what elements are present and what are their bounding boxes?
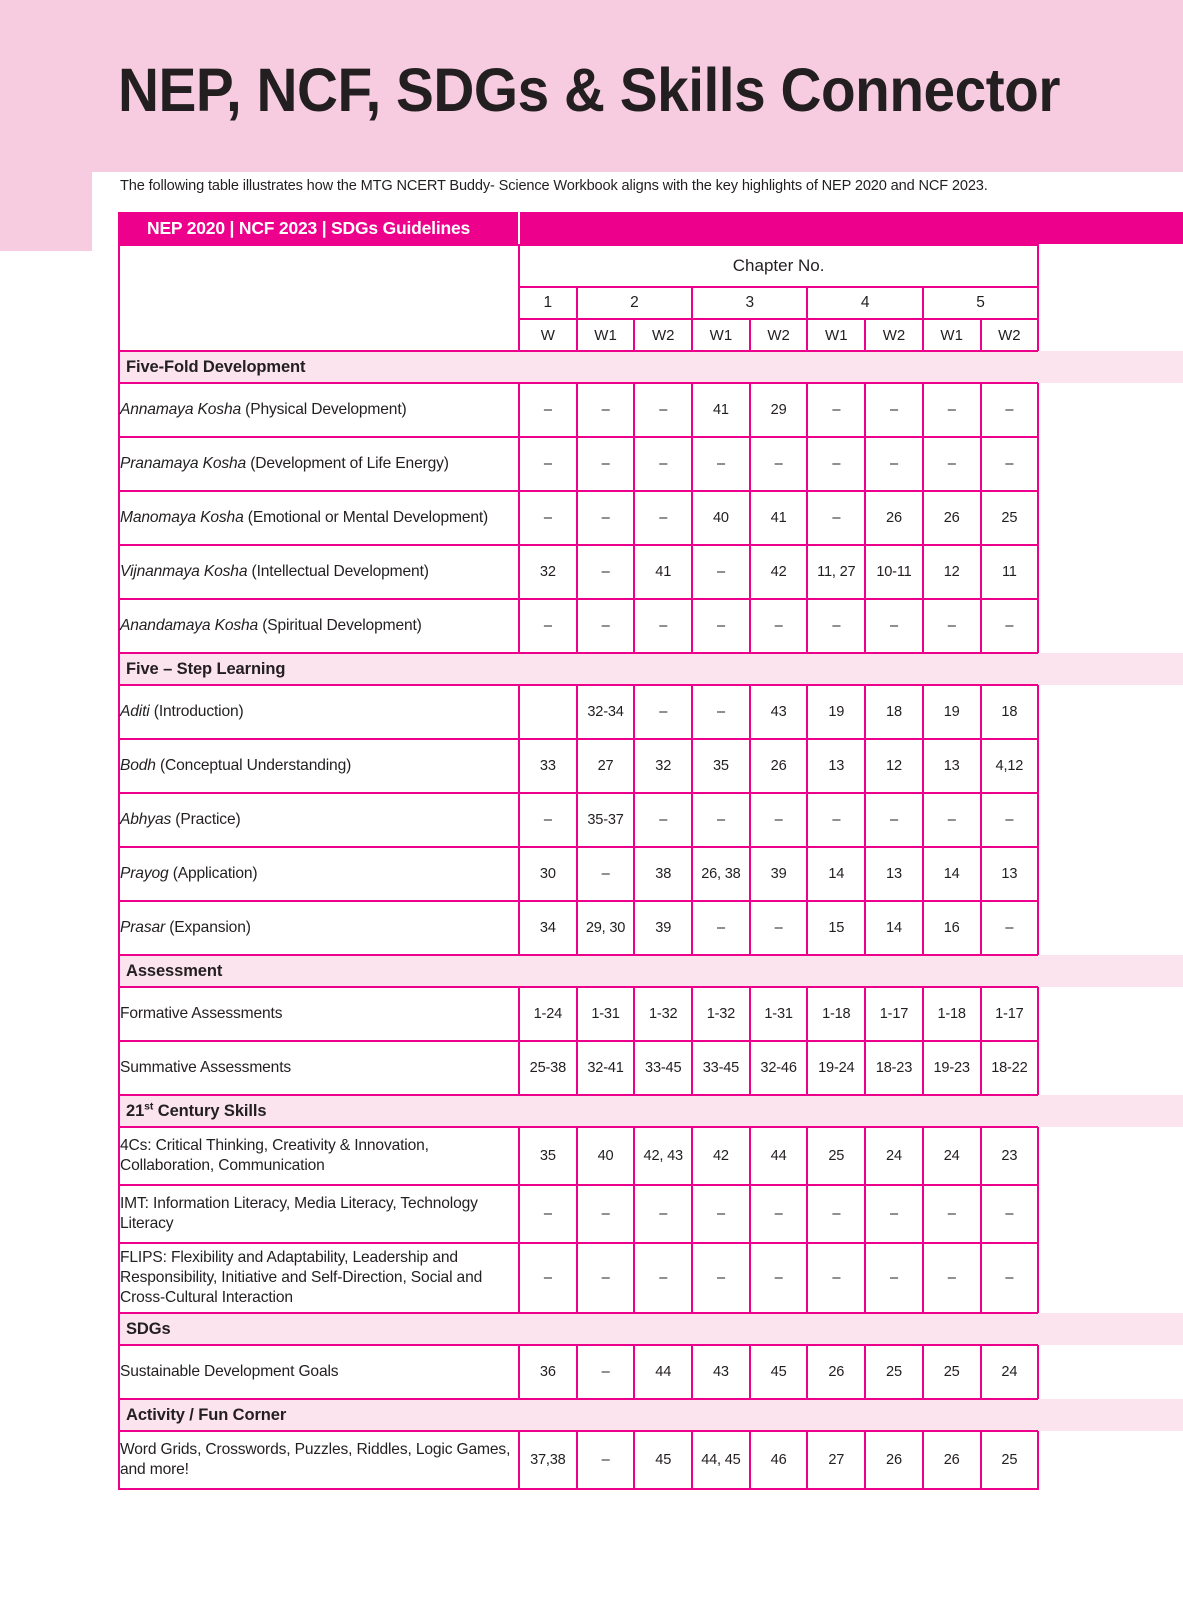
table-row — [119, 437, 1038, 491]
data-cell: – — [692, 599, 750, 653]
data-cell: 32-46 — [750, 1041, 808, 1095]
data-cell: – — [692, 437, 750, 491]
data-cell: – — [634, 685, 692, 739]
data-cell: 19 — [807, 685, 865, 739]
data-cell: 29, 30 — [577, 901, 635, 955]
section-band-extension — [1038, 351, 1183, 383]
data-cell: 44 — [750, 1127, 808, 1185]
data-cell: 19 — [923, 685, 981, 739]
section-title: SDGs — [119, 1313, 1038, 1345]
data-cell: 19-23 — [923, 1041, 981, 1095]
data-cell: – — [807, 437, 865, 491]
data-cell: – — [923, 437, 981, 491]
data-cell: 1-18 — [923, 987, 981, 1041]
row-label-term: Bodh — [120, 757, 156, 775]
section-header-row — [119, 1313, 1038, 1345]
row-label: Prayog (Application) — [119, 847, 519, 901]
data-cell: 32-41 — [577, 1041, 635, 1095]
data-cell: 32 — [634, 739, 692, 793]
data-cell: 46 — [750, 1431, 808, 1489]
data-cell: 27 — [807, 1431, 865, 1489]
data-cell: – — [519, 793, 577, 847]
header-week-6: W2 — [865, 319, 923, 351]
page-title: NEP, NCF, SDGs & Skills Connector — [118, 56, 1060, 124]
table-row — [119, 847, 1038, 901]
data-cell: – — [634, 1243, 692, 1313]
data-cell: 18 — [865, 685, 923, 739]
table-row — [119, 1431, 1038, 1489]
data-cell: 26 — [923, 491, 981, 545]
header-chapter-no: Chapter No. — [519, 245, 1038, 287]
data-cell: – — [519, 599, 577, 653]
data-cell: – — [923, 599, 981, 653]
data-cell: 30 — [519, 847, 577, 901]
section-band-extension — [1038, 1313, 1183, 1345]
table-row — [119, 491, 1038, 545]
data-cell: – — [577, 491, 635, 545]
data-cell: 12 — [923, 545, 981, 599]
data-cell: 35 — [519, 1127, 577, 1185]
data-cell: 23 — [981, 1127, 1039, 1185]
data-cell: 26 — [750, 739, 808, 793]
data-cell: – — [634, 437, 692, 491]
data-cell: 25 — [981, 1431, 1039, 1489]
data-cell: 15 — [807, 901, 865, 955]
data-cell: – — [519, 383, 577, 437]
data-cell: – — [981, 383, 1039, 437]
data-cell: 26, 38 — [692, 847, 750, 901]
data-cell: – — [634, 491, 692, 545]
data-cell: 32-34 — [577, 685, 635, 739]
table-row — [119, 793, 1038, 847]
table-row — [119, 599, 1038, 653]
data-cell: – — [923, 383, 981, 437]
section-title: 21st Century Skills — [119, 1095, 1038, 1127]
row-label: Vijnanmaya Kosha (Intellectual Development) — [119, 545, 519, 599]
table-row — [119, 1243, 1038, 1313]
data-cell: – — [577, 599, 635, 653]
table-head — [119, 245, 1038, 351]
data-cell: – — [750, 901, 808, 955]
data-cell: 39 — [634, 901, 692, 955]
table-row — [119, 1041, 1038, 1095]
row-label-term: Abhyas — [120, 811, 172, 829]
data-cell: 10-11 — [865, 545, 923, 599]
data-cell: 18 — [981, 685, 1039, 739]
data-cell: 43 — [750, 685, 808, 739]
section-title: Five – Step Learning — [119, 653, 1038, 685]
data-cell: – — [923, 1243, 981, 1313]
data-cell: 33-45 — [692, 1041, 750, 1095]
data-cell: 44 — [634, 1345, 692, 1399]
header-week-8: W2 — [981, 319, 1039, 351]
section-band-extension — [1038, 1399, 1183, 1431]
data-cell: – — [577, 383, 635, 437]
data-cell: – — [692, 685, 750, 739]
data-cell: – — [692, 901, 750, 955]
data-cell: – — [519, 437, 577, 491]
header-pink-band-left — [0, 172, 92, 251]
section-title: Activity / Fun Corner — [119, 1399, 1038, 1431]
data-cell: 14 — [807, 847, 865, 901]
data-cell: 24 — [981, 1345, 1039, 1399]
data-cell: 12 — [865, 739, 923, 793]
data-cell: 1-18 — [807, 987, 865, 1041]
header-week-4: W2 — [750, 319, 808, 351]
section-header-row — [119, 1399, 1038, 1431]
data-cell: 29 — [750, 383, 808, 437]
section-band-extension — [1038, 1095, 1183, 1127]
data-cell: 24 — [865, 1127, 923, 1185]
data-cell: – — [923, 1185, 981, 1243]
data-cell: 1-17 — [865, 987, 923, 1041]
data-cell: 16 — [923, 901, 981, 955]
header-corner-blank — [119, 245, 519, 351]
data-cell: 39 — [750, 847, 808, 901]
header-week-0: W — [519, 319, 577, 351]
data-cell: – — [981, 599, 1039, 653]
row-label: Manomaya Kosha (Emotional or Mental Development) — [119, 491, 519, 545]
data-cell: 25 — [981, 491, 1039, 545]
data-cell: 25-38 — [519, 1041, 577, 1095]
table-row — [119, 1345, 1038, 1399]
data-cell: – — [634, 1185, 692, 1243]
header-chapter-5: 5 — [923, 287, 1038, 319]
data-cell: 11, 27 — [807, 545, 865, 599]
data-cell: – — [807, 793, 865, 847]
data-cell: 35-37 — [577, 793, 635, 847]
data-cell: 18-22 — [981, 1041, 1039, 1095]
data-cell: 14 — [923, 847, 981, 901]
data-cell: – — [865, 437, 923, 491]
header-week-2: W2 — [634, 319, 692, 351]
data-cell: 26 — [865, 491, 923, 545]
section-header-row — [119, 653, 1038, 685]
table-row — [119, 987, 1038, 1041]
header-chapter-4: 4 — [807, 287, 922, 319]
data-cell: 33-45 — [634, 1041, 692, 1095]
data-cell: – — [634, 599, 692, 653]
row-label: Sustainable Development Goals — [119, 1345, 519, 1399]
header-week-5: W1 — [807, 319, 865, 351]
row-label-term: Vijnanmaya Kosha — [120, 563, 248, 581]
data-cell: – — [692, 1243, 750, 1313]
data-cell: 26 — [807, 1345, 865, 1399]
data-cell: 42, 43 — [634, 1127, 692, 1185]
data-cell: – — [577, 847, 635, 901]
data-cell: – — [807, 1185, 865, 1243]
data-cell: – — [577, 1243, 635, 1313]
section-header-row — [119, 351, 1038, 383]
data-cell: 13 — [865, 847, 923, 901]
data-cell: – — [981, 1185, 1039, 1243]
header-chapter-3: 3 — [692, 287, 807, 319]
table-row — [119, 383, 1038, 437]
data-cell: – — [634, 793, 692, 847]
data-cell: 11 — [981, 545, 1039, 599]
guidelines-label: NEP 2020 | NCF 2023 | SDGs Guidelines — [147, 218, 471, 238]
data-cell: 37,38 — [519, 1431, 577, 1489]
row-label-term: Aditi — [120, 703, 150, 721]
row-label: Prasar (Expansion) — [119, 901, 519, 955]
table-row — [119, 545, 1038, 599]
row-label: Aditi (Introduction) — [119, 685, 519, 739]
data-cell: – — [923, 793, 981, 847]
ordinal-superscript: st — [144, 1100, 154, 1112]
data-cell: 13 — [923, 739, 981, 793]
data-cell: 42 — [692, 1127, 750, 1185]
data-cell: 1-24 — [519, 987, 577, 1041]
data-cell: 1-17 — [981, 987, 1039, 1041]
data-cell: – — [981, 437, 1039, 491]
data-cell: – — [577, 545, 635, 599]
table-row — [119, 685, 1038, 739]
row-label: Word Grids, Crosswords, Puzzles, Riddles, Logic Games, and more! — [119, 1431, 519, 1489]
data-cell: 1-32 — [634, 987, 692, 1041]
section-title: Five-Fold Development — [119, 351, 1038, 383]
data-cell: 42 — [750, 545, 808, 599]
row-label: Pranamaya Kosha (Development of Life Energy) — [119, 437, 519, 491]
row-label-term: Prayog — [120, 865, 169, 883]
row-label: Abhyas (Practice) — [119, 793, 519, 847]
data-cell: 1-31 — [577, 987, 635, 1041]
section-header-row — [119, 955, 1038, 987]
data-cell: 1-32 — [692, 987, 750, 1041]
data-cell: 45 — [634, 1431, 692, 1489]
data-cell: – — [865, 1185, 923, 1243]
data-cell: – — [865, 1243, 923, 1313]
data-cell: – — [807, 1243, 865, 1313]
row-label-term: Prasar — [120, 919, 166, 937]
data-cell: – — [807, 491, 865, 545]
row-label: Annamaya Kosha (Physical Development) — [119, 383, 519, 437]
table-row — [119, 739, 1038, 793]
data-cell: – — [577, 437, 635, 491]
data-cell: – — [519, 1185, 577, 1243]
data-cell: 13 — [981, 847, 1039, 901]
header-week-1: W1 — [577, 319, 635, 351]
data-cell: – — [981, 1243, 1039, 1313]
data-cell: 13 — [807, 739, 865, 793]
row-label: Anandamaya Kosha (Spiritual Development) — [119, 599, 519, 653]
data-cell: 41 — [692, 383, 750, 437]
header-week-3: W1 — [692, 319, 750, 351]
section-band-extension — [1038, 653, 1183, 685]
section-header-row — [119, 1095, 1038, 1127]
row-label: Formative Assessments — [119, 987, 519, 1041]
row-label-term: Anandamaya Kosha — [120, 617, 259, 635]
data-cell: 38 — [634, 847, 692, 901]
data-cell: 14 — [865, 901, 923, 955]
data-cell: 36 — [519, 1345, 577, 1399]
data-cell: 33 — [519, 739, 577, 793]
data-cell: – — [750, 599, 808, 653]
table-row — [119, 1185, 1038, 1243]
header-week-7: W1 — [923, 319, 981, 351]
data-cell: 25 — [865, 1345, 923, 1399]
data-cell: 35 — [692, 739, 750, 793]
data-cell: 40 — [577, 1127, 635, 1185]
row-label-term: Manomaya Kosha — [120, 509, 244, 527]
data-cell: 1-31 — [750, 987, 808, 1041]
data-cell: 26 — [865, 1431, 923, 1489]
table-row — [119, 1127, 1038, 1185]
row-label: Bodh (Conceptual Understanding) — [119, 739, 519, 793]
row-label: IMT: Information Literacy, Media Literacy, Technology Literacy — [119, 1185, 519, 1243]
data-cell: 25 — [923, 1345, 981, 1399]
data-cell: – — [692, 545, 750, 599]
data-cell: – — [750, 437, 808, 491]
row-label-term: Pranamaya Kosha — [120, 455, 247, 473]
row-label: 4Cs: Critical Thinking, Creativity & Innovation, Collaboration, Communication — [119, 1127, 519, 1185]
data-cell: – — [577, 1185, 635, 1243]
data-cell: – — [981, 793, 1039, 847]
guidelines-bar — [118, 212, 1183, 244]
data-cell: – — [577, 1345, 635, 1399]
data-cell: 44, 45 — [692, 1431, 750, 1489]
data-cell: – — [634, 383, 692, 437]
row-label: Summative Assessments — [119, 1041, 519, 1095]
section-title: Assessment — [119, 955, 1038, 987]
data-cell: – — [577, 1431, 635, 1489]
data-cell: 34 — [519, 901, 577, 955]
row-label-term: Annamaya Kosha — [120, 401, 241, 419]
data-cell: 24 — [923, 1127, 981, 1185]
data-cell: – — [519, 1243, 577, 1313]
data-cell: – — [750, 1243, 808, 1313]
data-cell: – — [865, 793, 923, 847]
data-cell: – — [981, 901, 1039, 955]
data-cell: 26 — [923, 1431, 981, 1489]
data-cell: 41 — [750, 491, 808, 545]
guidelines-divider — [518, 212, 520, 244]
data-cell: 19-24 — [807, 1041, 865, 1095]
data-cell — [519, 685, 577, 739]
header-chapter-1: 1 — [519, 287, 577, 319]
header-row-chapter-group — [119, 245, 1038, 287]
data-cell: – — [519, 491, 577, 545]
data-cell: 32 — [519, 545, 577, 599]
table-row — [119, 901, 1038, 955]
data-cell: – — [865, 599, 923, 653]
data-cell: – — [807, 383, 865, 437]
data-cell: 43 — [692, 1345, 750, 1399]
data-cell: 4,12 — [981, 739, 1039, 793]
data-cell: 27 — [577, 739, 635, 793]
table-body — [119, 351, 1038, 1489]
data-cell: – — [692, 1185, 750, 1243]
section-band-extension — [1038, 955, 1183, 987]
data-cell: – — [692, 793, 750, 847]
row-label: FLIPS: Flexibility and Adaptability, Leadership and Responsibility, Initiative and Self-Direction, Social and Cross-Cultural Interaction — [119, 1243, 519, 1313]
header-chapter-2: 2 — [577, 287, 692, 319]
data-cell: – — [807, 599, 865, 653]
data-cell: 40 — [692, 491, 750, 545]
intro-text: The following table illustrates how the MTG NCERT Buddy- Science Workbook aligns with the key highlights of NEP 2020 and NCF 2023. — [120, 178, 988, 194]
alignment-matrix-table — [118, 244, 1039, 1490]
data-cell: 41 — [634, 545, 692, 599]
data-cell: 25 — [807, 1127, 865, 1185]
data-cell: – — [750, 1185, 808, 1243]
data-cell: 45 — [750, 1345, 808, 1399]
data-cell: – — [750, 793, 808, 847]
data-cell: – — [865, 383, 923, 437]
data-cell: 18-23 — [865, 1041, 923, 1095]
